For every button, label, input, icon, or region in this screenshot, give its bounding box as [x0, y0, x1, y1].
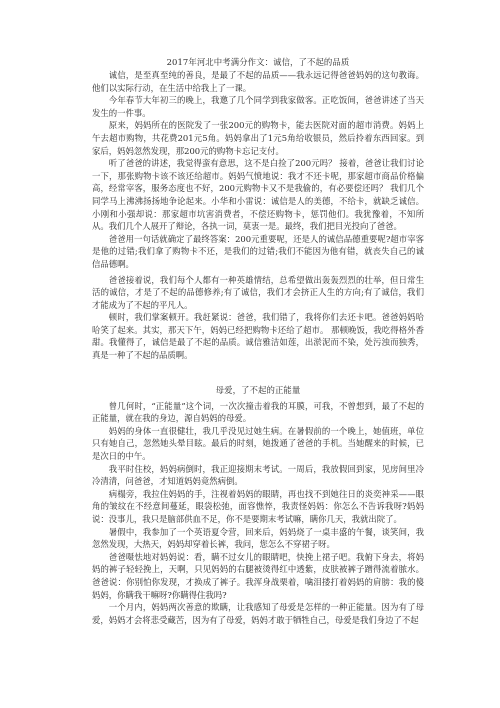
paragraph: 爸爸嗫怯地对妈妈说：看，瞒不过女儿的眼睛吧，快挽上裙子吧。我俯下身去，将妈妈的裤子轻轻挽上，天啊，只见妈妈的右腿被烫得红中透紫，皮肤被裤子蹭得流着脓水。爸爸说：你别怕你发现，才换成了裤子。我浑身战栗着，噙泪搂打着妈妈的肩膀：我的傻妈妈，你瞒我干嘛呀?你瞒得住我吗?: [92, 551, 424, 600]
paragraph: 一个月内，妈妈两次善意的欺瞒，让我感知了母爱是怎样的一种正能量。因为有了母爱，妈妈才会将悲受藏苦，因为有了母爱，妈妈才敢于牺牲自己，母爱是我们身边了不起: [92, 602, 424, 625]
article-mothers-love: [92, 384, 424, 627]
paragraph: 我平时住校，妈妈病倒时，我正迎接期末考试。一周后，我放假回到家，见房间里冷冷清清，问爸爸，才知道妈妈竟然病倒。: [92, 463, 424, 487]
paragraph: 爸爸用一句话就确定了最终答案：200元重要呢，还是人的诚信品德重要呢?超市宰客是他的过错;我们拿了购物卡不还，是我们的过错;我们不能因为他有错，就丧失自己的诚信品德啊。: [92, 233, 424, 269]
paragraph: 妈妈的身体一直很健壮，我几乎没见过她生病。在暑假前的一个晚上，她值班，单位只有她自己，忽然她头晕目眩。最后的时刻，她拨通了爸爸的手机。当她醒来的时候，已是次日的中午。: [92, 425, 424, 462]
paragraph: 诚信，是至真至纯的善良，是最了不起的品质——我永远记得爸爸妈妈的这句教诲。他们以实际行动，在生活中给我上了一课。: [92, 70, 424, 93]
paragraph: 听了爸爸的讲述，我觉得蛮有意思，这不是白捡了200元吗？ 接着，爸爸让我们讨论一下，那张购物卡该不该还给超市。妈妈气愤地说：我才不还卡呢，那家超市商品价格偏高，经常宰客，服务态度也不好，200元购物卡又不是我偷的，有必要偿还吗？ 我们几个同学马上沸沸扬扬地争论起来。小华和小雷说：诚信是人的美德，不给卡，就缺乏诚信。小刚和小强却说：那家超市坑害消费者，不偿还购物卡，惩罚他们。我犹豫着，不知所从。我们几个人展开了辩论，各执一词，莫衷一是。最终，我们把目光投向了爸爸。: [92, 158, 424, 232]
article-title: 母爱，了不起的正能量: [215, 384, 301, 395]
paragraph: 今年春节大年初三的晚上，我邀了几个同学到我家做客。正吃饭间，爸爸讲述了当天发生的一件事。: [92, 95, 424, 118]
paragraph: 顿时，我们掌案顿开。我赶紧说：爸爸，我们错了，我将你们去还卡吧。爸爸妈妈哈哈笑了起来。其实，那天下午，妈妈已经把购物卡还给了超市。 那顿晚饭，我吃得格外香甜。我懂得了，诚信是最了不起的品质。诚信雅洁如莲，出淤泥而不染，处污浊而独秀，真是一种了不起的品质啊。: [92, 312, 424, 361]
paragraph: 曾几何时，“正能量”这个词，一次次撞击着我的耳膜，可我，不曾想到，最了不起的正能量，就在我的身边，源自妈妈的母爱。: [92, 400, 424, 424]
paragraph: 暑假中，我参加了一个英语夏令营，回来后，妈妈烧了一桌丰盛的午餐，谈笑间，我忽然发现，大热天，妈妈却穿着长裤，我问，您怎么不穿裙子呀。: [92, 526, 424, 550]
article-integrity: [92, 56, 424, 362]
paragraph: 原来，妈妈所在的医院发了一张200元的购物卡，能去医院对面的超市消费。妈妈上午去超市购物，共花费201元5角。妈妈拿出了1元5角给收银员，然后拎着东西回家。到家后，妈妈忽然发现，那200元的购物卡忘记支付。: [92, 120, 424, 156]
article-title: 2017年河北中考满分作文：诚信，了不起的品质: [166, 57, 350, 67]
paragraph: 病榻旁，我拉住妈妈的手，注视着妈妈的眼睛，再也找不到她往日的炎奕神采——眼角的皱纹在不经意间蔓延，眼袋松弛，面容憔悴，我责怪妈妈：你怎么不告诉我呀?妈妈说：没事儿，我只是脑部供血不足，你不是要期末考试嘛，瞒你几天，我就出院了。: [92, 488, 424, 524]
paragraph: 爸爸接着说，我们每个人都有一种英雄情结，总希望做出轰轰烈烈的壮举，但日常生活的诚信，才是了不起的品德修养;有了诚信，我们才会挤正人生的方向;有了诚信，我们才能成为了不起的平凡人。: [92, 274, 424, 310]
